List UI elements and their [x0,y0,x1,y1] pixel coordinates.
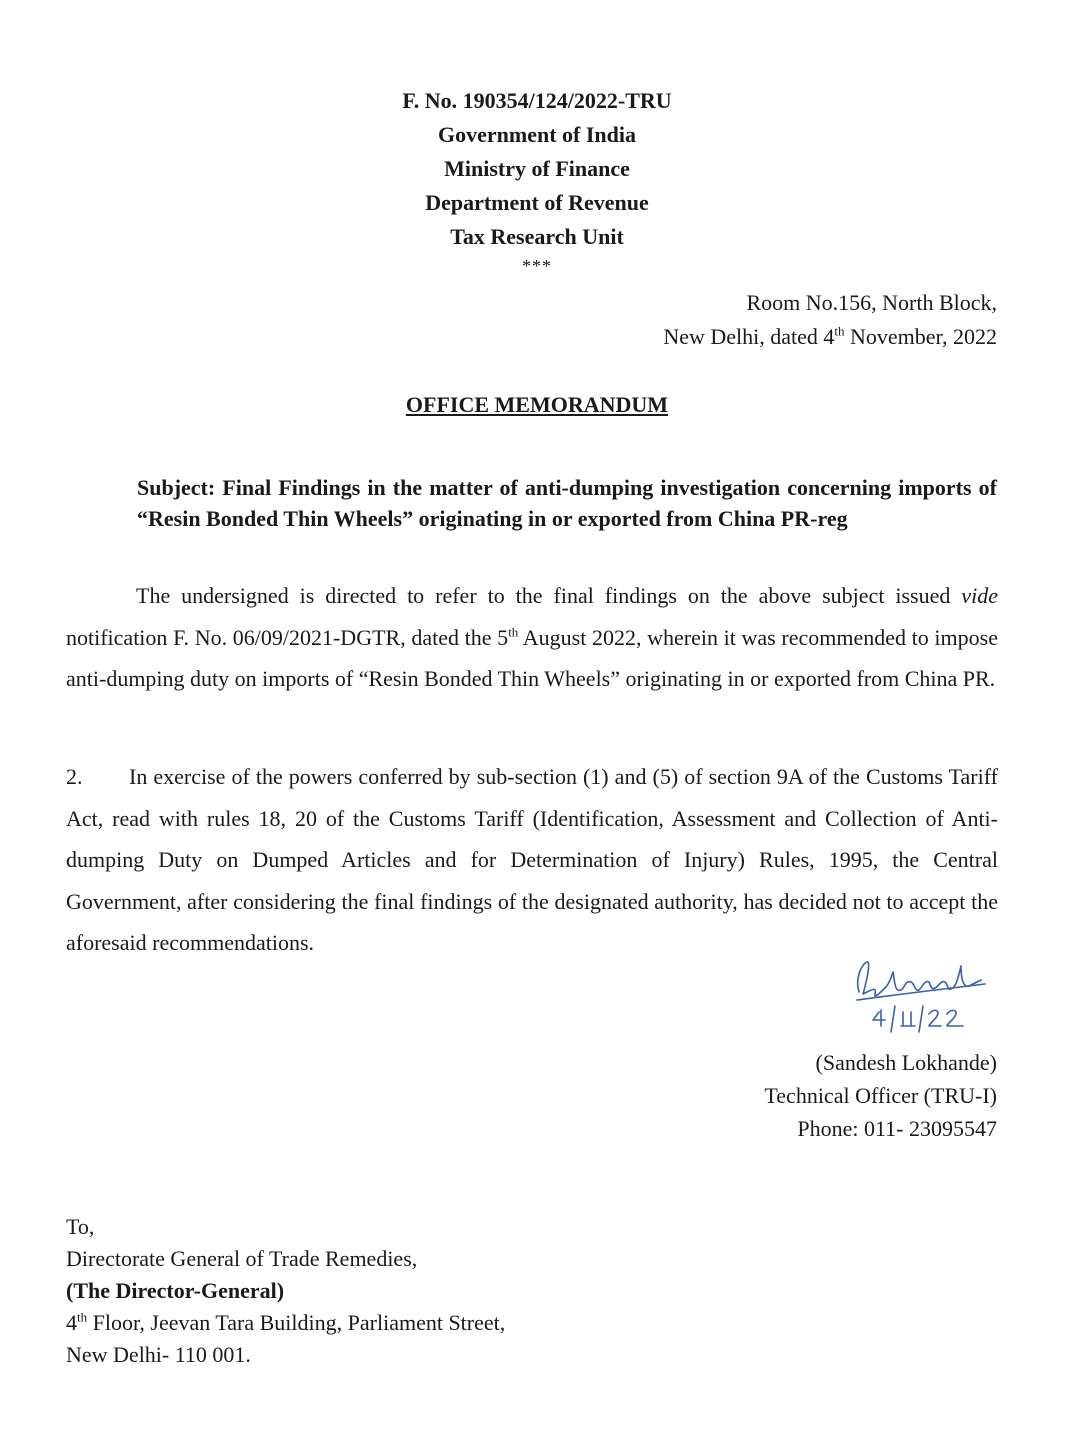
dated-sup: th [834,323,845,339]
para1-part3: August 2022, wherein it was recommended to impose anti-dumping duty on imports of “Resin Bonded Thin Wheels” originating in or exported from China PR. [66,624,998,691]
para1-italic: vide [961,583,998,608]
address-line-3 [66,1310,505,1336]
address-line-2: (The Director-General) [66,1278,285,1303]
para1-part1: The undersigned is directed to refer to the final findings on the above subject issued [136,583,962,608]
signatory-name: (Sandesh Lokhande) [815,1050,997,1075]
header-government: Government of India [438,122,636,147]
dated-prefix: New Delhi, dated 4 [663,324,835,349]
dated-line [663,324,997,350]
handwritten-signature [845,950,995,1036]
address-line3-sup: th [77,1309,88,1325]
header-department: Department of Revenue [425,190,649,215]
subject: Subject: Final Findings in the matter of anti-dumping investigation concerning imports of “Resin Bonded Thin Wheels” originating in or exported from China PR-reg [137,475,997,531]
header-ministry: Ministry of Finance [444,156,630,181]
address-line-1: Directorate General of Trade Remedies, [66,1246,418,1271]
address-line3-suffix: Floor, Jeevan Tara Building, Parliament Street, [87,1310,506,1335]
paragraph-1 [66,575,998,700]
address-line-4: New Delhi- 110 001. [66,1342,251,1367]
para2-number: 2. [66,764,83,789]
memo-title: OFFICE MEMORANDUM [405,392,669,417]
address-line3-prefix: 4 [66,1310,77,1335]
header-stars: *** [522,256,552,276]
para1-sup: th [508,624,519,640]
room-address: Room No.156, North Block, [746,290,997,315]
file-number: F. No. 190354/124/2022-TRU [402,88,672,113]
paragraph-2 [66,756,998,964]
dated-suffix: November, 2022 [844,324,997,349]
signatory-phone: Phone: 011- 23095547 [797,1116,997,1141]
para2-text: In exercise of the powers conferred by sub-section (1) and (5) of section 9A of the Customs Tariff Act, read with rules 18, 20 of the Customs Tariff (Identification, Assessment and Collection of Anti-dumping Duty on Dumped Articles and for Determination of Injury) Rules, 1995, the Central Government, after considering the final findings of the designated authority, has decided not to accept the aforesaid recommendations. [66,764,998,955]
para1-part2: notification F. No. 06/09/2021-DGTR, dated the 5 [66,624,509,650]
address-to: To, [66,1214,95,1239]
header-unit: Tax Research Unit [450,224,624,249]
signatory-designation: Technical Officer (TRU-I) [764,1083,997,1108]
